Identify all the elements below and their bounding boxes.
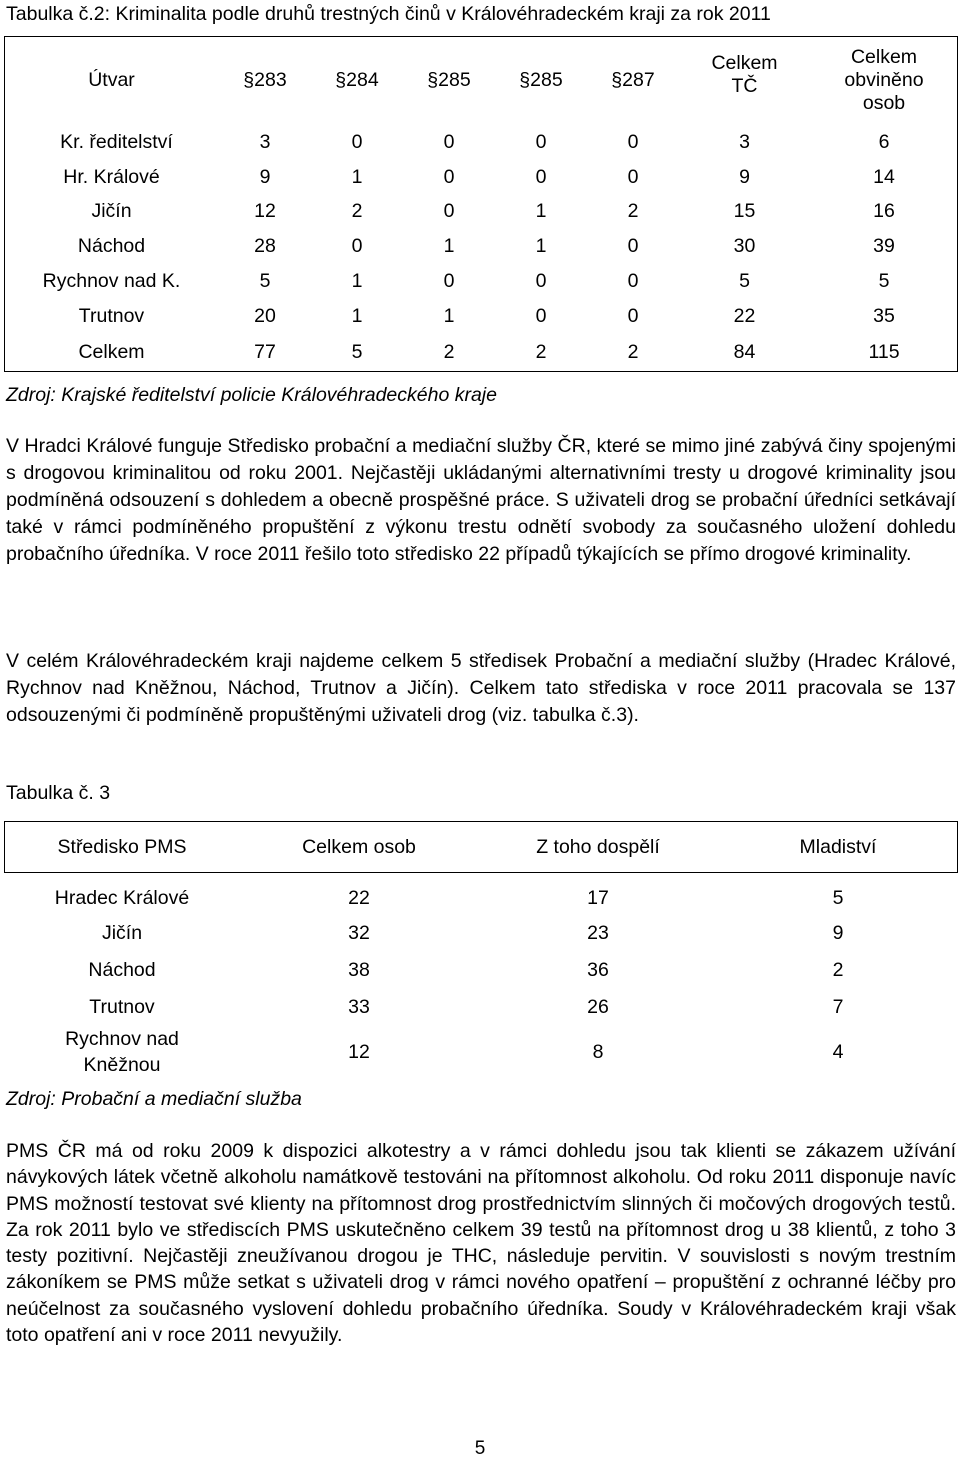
table-row bbox=[4, 299, 958, 334]
cell: 12 bbox=[254, 200, 276, 223]
header-mladistvi: Mladiství bbox=[799, 836, 877, 858]
cell: 4 bbox=[832, 1041, 844, 1063]
cell: 2 bbox=[351, 200, 363, 223]
table-row bbox=[4, 125, 958, 160]
header-celkem-osob: Celkem osob bbox=[302, 836, 416, 858]
cell: 16 bbox=[873, 200, 895, 223]
header-285a: §285 bbox=[427, 68, 471, 91]
cell: 0 bbox=[351, 130, 363, 153]
cell: 8 bbox=[592, 1041, 604, 1063]
cell: 0 bbox=[535, 165, 547, 188]
cell: Trutnov bbox=[78, 304, 145, 327]
header-utvar: Útvar bbox=[88, 68, 135, 91]
table-row bbox=[4, 195, 958, 229]
table-row bbox=[4, 951, 958, 988]
cell: 3 bbox=[739, 130, 750, 153]
cell: 0 bbox=[627, 269, 639, 292]
cell: Kr. ředitelství bbox=[60, 130, 173, 153]
cell: 5 bbox=[878, 269, 890, 292]
header-obvineno: Celkem obviněno osob bbox=[844, 45, 924, 114]
table-row bbox=[4, 264, 958, 299]
header-285b: §285 bbox=[519, 68, 563, 91]
cell: 35 bbox=[873, 304, 895, 327]
cell: 7 bbox=[832, 995, 844, 1018]
cell: 84 bbox=[733, 341, 756, 364]
cell: 30 bbox=[733, 234, 756, 257]
cell: 5 bbox=[351, 341, 363, 364]
cell: 2 bbox=[627, 341, 639, 364]
cell: 20 bbox=[254, 304, 276, 327]
cell: Hradec Králové bbox=[54, 886, 190, 909]
cell: 23 bbox=[587, 921, 609, 944]
cell: 14 bbox=[873, 165, 895, 188]
table-row bbox=[4, 1025, 958, 1079]
cell: 0 bbox=[535, 130, 547, 153]
cell: 38 bbox=[348, 958, 370, 981]
table-row bbox=[4, 988, 958, 1025]
source-note-pms: Zdroj: Probační a mediační služba bbox=[6, 1088, 302, 1110]
crime-table bbox=[4, 36, 958, 372]
paragraph-pms-region: V celém Královéhradeckém kraji najdeme celkem 5 středisek Probační a mediační služby (Hradec Králové, Rychnov nad Kněžnou, Náchod, Trutnov a Jičín). Celkem tato střediska v roce 2011 pracovala se 137 odsouzenými či podmíněně propuštěnými uživateli drog (viz. tabulka č.3). bbox=[6, 650, 956, 726]
cell: 2 bbox=[627, 200, 639, 223]
cell: 9 bbox=[259, 165, 271, 188]
table3-title: Tabulka č. 3 bbox=[6, 782, 111, 804]
cell: 2 bbox=[832, 958, 844, 981]
cell: 1 bbox=[535, 200, 547, 223]
cell: 9 bbox=[739, 165, 750, 188]
cell: Hr. Králové bbox=[63, 165, 160, 188]
cell: 39 bbox=[873, 234, 895, 257]
header-283: §283 bbox=[243, 68, 287, 91]
cell: 0 bbox=[351, 234, 363, 257]
cell: 1 bbox=[443, 304, 455, 327]
cell: Náchod bbox=[88, 958, 156, 981]
cell: 1 bbox=[535, 234, 547, 257]
source-note-police: Zdroj: Krajské ředitelství policie Královéhradeckého kraje bbox=[6, 384, 497, 406]
cell: 0 bbox=[443, 269, 455, 292]
cell: 12 bbox=[348, 1041, 370, 1063]
header-287: §287 bbox=[611, 68, 655, 91]
table-row bbox=[4, 229, 958, 264]
cell: 33 bbox=[348, 995, 370, 1018]
cell: Rychnov nad K. bbox=[42, 269, 181, 292]
cell: 2 bbox=[535, 341, 547, 364]
header-284: §284 bbox=[335, 68, 379, 91]
cell: 22 bbox=[733, 304, 756, 327]
page-number: 5 bbox=[474, 1438, 486, 1459]
cell: 0 bbox=[627, 130, 639, 153]
cell: 0 bbox=[443, 200, 455, 223]
table3-header-row bbox=[4, 821, 958, 873]
cell: 5 bbox=[259, 269, 271, 292]
table-row bbox=[4, 914, 958, 951]
cell: Náchod bbox=[77, 234, 146, 257]
cell: 36 bbox=[587, 958, 609, 981]
cell: 115 bbox=[868, 341, 900, 364]
cell: 2 bbox=[443, 341, 455, 364]
cell: 0 bbox=[627, 165, 639, 188]
cell: Trutnov bbox=[89, 995, 155, 1018]
cell: Jičín bbox=[101, 921, 143, 944]
cell: 3 bbox=[259, 130, 271, 153]
header-celkem-tc: Celkem TČ bbox=[711, 52, 778, 98]
pms-table bbox=[4, 821, 958, 1079]
cell: 1 bbox=[351, 269, 363, 292]
cell: 77 bbox=[254, 341, 276, 364]
cell: 15 bbox=[733, 200, 756, 223]
cell: 0 bbox=[627, 304, 639, 327]
cell: 0 bbox=[535, 304, 547, 327]
cell: 1 bbox=[351, 304, 363, 327]
table-row bbox=[4, 873, 958, 914]
header-stredisko: Středisko PMS bbox=[57, 836, 187, 858]
cell: Rychnov nad Kněžnou bbox=[65, 1028, 179, 1076]
cell: 1 bbox=[351, 165, 363, 188]
table-row bbox=[4, 334, 958, 372]
header-dospeli: Z toho dospělí bbox=[536, 836, 660, 858]
cell: 5 bbox=[832, 886, 844, 909]
cell: 26 bbox=[587, 995, 609, 1018]
cell: 1 bbox=[443, 234, 455, 257]
cell: 0 bbox=[627, 234, 639, 257]
cell: 0 bbox=[443, 165, 455, 188]
cell: 6 bbox=[878, 130, 890, 153]
paragraph-testing: PMS ČR má od roku 2009 k dispozici alkotestry a v rámci dohledu jsou tak klienti se zákazem užívání návykových látek včetně alkoholu namátkově testováni na přítomnost alkoholu. Od roku 2011 disponuje navíc PMS možností testovat své klienty na přítomnost drog prostřednictvím slinných či močových drogových testů. Za rok 2011 bylo ve střediscích PMS uskutečněno celkem 39 testů na přítomnost drog u 38 klientů, z toho 3 testy pozitivní. Nejčastěji zneužívanou drogou je THC, následuje pervitin. V souvislosti s novým trestním zákoníkem se PMS může setkat s uživateli drog v rámci nového opatření – propuštění z ochranné léčby pro neúčelnost za současného vyslovení dohledu probačního úředníka. Soudy v Královéhradeckém kraji však toto opatření ani v roce 2011 nevyužily. bbox=[6, 1140, 956, 1347]
cell: Jičín bbox=[91, 200, 132, 223]
table2-caption: Tabulka č.2: Kriminalita podle druhů trestných činů v Královéhradeckém kraji za rok 2011 bbox=[6, 3, 771, 25]
cell: 28 bbox=[254, 234, 276, 257]
cell: 5 bbox=[739, 269, 750, 292]
cell: 0 bbox=[535, 269, 547, 292]
cell: 22 bbox=[348, 886, 370, 909]
cell: 0 bbox=[443, 130, 455, 153]
table-row bbox=[4, 160, 958, 195]
cell: Celkem bbox=[78, 341, 145, 364]
table2-header-row bbox=[4, 36, 958, 125]
paragraph-pms-hradec: V Hradci Králové funguje Středisko probační a mediační služby ČR, které se mimo jiné zabývá činy spojenými s drogovou kriminalitou od roku 2001. Nejčastěji ukládanými alternativními tresty u drogové kriminality jsou podmíněná odsouzení s dohledem a obecně prospěšné práce. S uživateli drog se probační úředníci setkávají také v rámci podmíněného propuštění z výkonu trestu odnětí svobody za současného uložení dohledu probačního úředníka. V roce 2011 řešilo toto středisko 22 případů týkajících se přímo drogové kriminality. bbox=[6, 435, 956, 565]
cell: 9 bbox=[832, 921, 844, 944]
cell: 17 bbox=[587, 886, 609, 909]
cell: 32 bbox=[348, 921, 370, 944]
